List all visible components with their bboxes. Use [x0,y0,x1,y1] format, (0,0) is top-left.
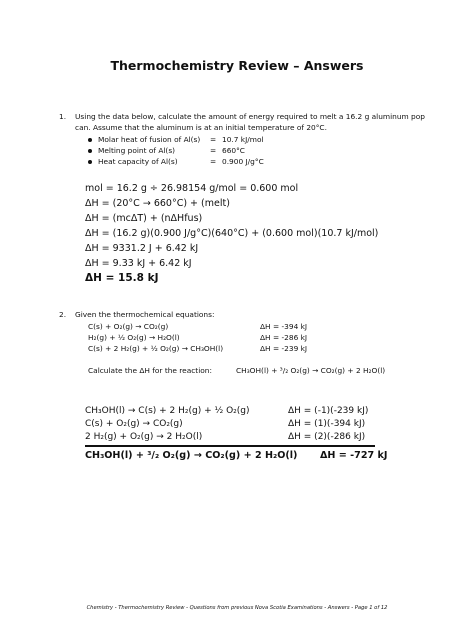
q1-data-row: Molar heat of fusion of Al(s) [88,135,200,145]
q2-equation: C(s) + O₂(g) → CO₂(g) [88,322,169,331]
q2-solution-dh: ΔH = (1)(-394 kJ) [288,419,366,429]
sum-divider [85,445,375,447]
q2-result-equation: CH₃OH(l) + ³/₂ O₂(g) → CO₂(g) + 2 H₂O(l) [85,450,298,461]
q1-work-line: ΔH = (16.2 g)(0.900 J/g°C)(640°C) + (0.600 mol)(10.7 kJ/mol) [85,228,379,239]
q2-prompt: Calculate the ΔH for the reaction: [88,366,212,375]
q1-data-row: Heat capacity of Al(s) [88,157,178,167]
q2-result-dh: ΔH = -727 kJ [320,450,388,461]
q1-data-value: 0.900 J/g°C [222,157,264,166]
q1-work-line: ΔH = 9.33 kJ + 6.42 kJ [85,258,192,269]
q2-solution-step: 2 H₂(g) + O₂(g) → 2 H₂O(l) [85,432,203,442]
q1-data-value: 10.7 kJ/mol [222,135,264,144]
q2-number: 2. [59,310,67,319]
q1-data-value: 660°C [222,146,245,155]
q2-target-reaction: CH₃OH(l) + ³/₂ O₂(g) → CO₂(g) + 2 H₂O(l) [236,366,386,375]
q2-intro: Given the thermochemical equations: [75,310,215,319]
q1-data-eq: = [210,157,217,166]
q1-text-line2: can. Assume that the aluminum is at an initial temperature of 20°C. [75,123,327,132]
q2-equation: H₂(g) + ½ O₂(g) → H₂O(l) [88,333,180,342]
q2-solution-dh: ΔH = (2)(-286 kJ) [288,432,366,442]
bullet-icon [88,149,92,153]
q1-work-line: ΔH = (mcΔT) + (nΔHfus) [85,213,203,224]
q2-solution-step: CH₃OH(l) → C(s) + 2 H₂(g) + ½ O₂(g) [85,406,250,416]
q1-text-line1: Using the data below, calculate the amount of energy required to melt a 16.2 g aluminum pop [75,112,425,121]
page-title: Thermochemistry Review – Answers [110,58,364,73]
q1-work-line: mol = 16.2 g ÷ 26.98154 g/mol = 0.600 mol [85,183,299,194]
q1-work-line: ΔH = 9331.2 J + 6.42 kJ [85,243,199,254]
q2-equation-dh: ΔH = -394 kJ [260,322,308,331]
q2-equation: C(s) + 2 H₂(g) + ½ O₂(g) → CH₃OH(l) [88,344,224,353]
q1-work-line: ΔH = (20°C → 660°C) + (melt) [85,198,230,209]
q1-number: 1. [59,112,67,121]
q2-solution-dh: ΔH = (-1)(-239 kJ) [288,406,369,416]
q2-equation-dh: ΔH = -239 kJ [260,344,308,353]
q1-data-eq: = [210,146,217,155]
q1-data-row: Melting point of Al(s) [88,146,175,156]
q1-data-eq: = [210,135,217,144]
bullet-icon [88,138,92,142]
page-footer: Chemistry - Thermochemistry Review - Questions from previous Nova Scotia Examinations - Answers - Page 1 of 12 [86,605,388,611]
bullet-icon [88,160,92,164]
q2-equation-dh: ΔH = -286 kJ [260,333,308,342]
q1-answer: ΔH = 15.8 kJ [85,272,159,284]
q2-solution-step: C(s) + O₂(g) → CO₂(g) [85,419,183,429]
